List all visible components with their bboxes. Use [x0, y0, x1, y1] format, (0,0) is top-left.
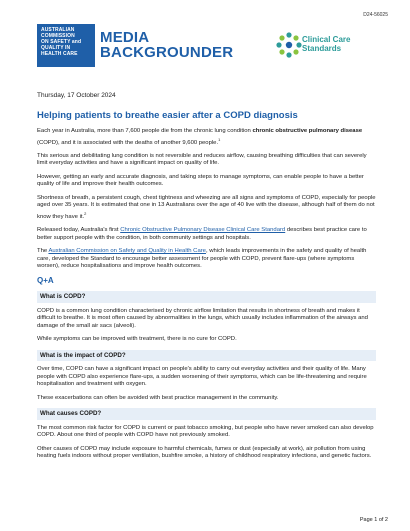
logo-line: AUSTRALIAN: [41, 27, 75, 33]
section-paragraph: Other causes of COPD may include exposure to harmful chemicals, fumes or dust (especially at work), air pollution from using heating fuels indoors without proper ventilation, bushfire smoke, a history of childhood respiratory infections, and genetic factors.: [37, 445, 372, 460]
page-number: Page 1 of 2: [359, 517, 388, 523]
commission-logo: [37, 24, 95, 67]
section-paragraph: Over time, COPD can have a significant impact on people's ability to carry out everyday activities and their quality of life. Many people with COPD also experience flare-ups, a sudden worsening of their symptoms, which can be life-threatening and require hospitalisation and treatment with oxygen.: [37, 366, 367, 388]
section-heading: What is COPD?: [37, 291, 376, 303]
body-content: [37, 128, 376, 467]
section-paragraph: COPD is a common lung condition characterised by chronic airflow limitation that results in shortness of breath and makes it difficult to breathe. It is most often caused by abnormalities in the lungs, which usually includes inflammation of the airways and damage of the small air sacs (alveoli).: [37, 307, 368, 329]
intro-paragraph-5: Released today, Australia's first Chronic Obstructive Pulmonary Disease Clinical Care Standard describes best practice care to better support people with the condition, in both community settings and hospitals.: [37, 227, 367, 241]
logo-line: COMMISSION: [41, 33, 75, 39]
logo-line: HEALTH CARE: [41, 51, 78, 57]
document-id: D24-56025: [363, 12, 388, 18]
intro-paragraph-6: The Australian Commission on Safety and Quality in Health Care, which leads improvements in the safety and quality of health care, developed the Standard to encourage better assessment for people with COPD, prevent flare-ups (where symptoms worsen), reduce hospitalisations and improve health outcomes.: [37, 248, 367, 270]
intro-paragraph-3: However, getting an early and accurate diagnosis, and taking steps to manage symptoms, can enable people to have a better quality of life and improve their health outcomes.: [37, 173, 364, 188]
partner-line-1: Clinical Care: [302, 35, 351, 44]
ccs-link[interactable]: Chronic Obstructive Pulmonary Disease Clinical Care Standard: [120, 227, 286, 234]
banner-line-1: MEDIA: [100, 29, 150, 46]
headline: Helping patients to breathe easier after a COPD diagnosis: [37, 110, 298, 121]
logo-line: ON SAFETY and: [41, 39, 82, 45]
section-heading: What is the impact of COPD?: [37, 350, 376, 362]
partner-line-2: Standards: [302, 44, 342, 53]
commission-link[interactable]: Australian Commission on Safety and Quality in Health Care: [48, 248, 206, 255]
intro-paragraph-4: Shortness of breath, a persistent cough, chest tightness and wheezing are all signs and symptoms of COPD, especially for people aged over 35 years. It is estimated that one in 13 Australians over the age of 40 live with the disease, although half of them do not know they have it.$^2$: [37, 194, 376, 220]
qa-title: Q+A: [37, 275, 54, 285]
clinical-care-standards-logo-text: [302, 35, 350, 53]
section-heading: What causes COPD?: [37, 408, 376, 420]
intro-paragraph-1: Each year in Australia, more than 7,600 people die from the chronic lung condition chronic obstructive pulmonary disease (COPD), and it is associated with the deaths of another 9,600 people.$^1$: [37, 128, 363, 146]
intro-paragraph-2: This serious and debilitating lung condition is not reversible and reduces airflow, causing breathing difficulties that can severely limit everyday activities and have a significant impact on quality of life.: [37, 152, 367, 167]
section-paragraph: These exacerbations can often be avoided with best practice management in the community.: [37, 394, 279, 401]
banner-line-2: BACKGROUNDER: [100, 44, 234, 61]
section-paragraph: While symptoms can be improved with treatment, there is no cure for COPD.: [37, 336, 237, 343]
media-backgrounder-title: [100, 30, 233, 60]
release-date: Thursday, 17 October 2024: [37, 92, 116, 99]
logo-line: QUALITY IN: [41, 45, 71, 51]
section-paragraph: The most common risk factor for COPD is current or past tobacco smoking, but people who have never smoked can also develop COPD. About one third of people with COPD have not previously smoked.: [37, 424, 374, 439]
